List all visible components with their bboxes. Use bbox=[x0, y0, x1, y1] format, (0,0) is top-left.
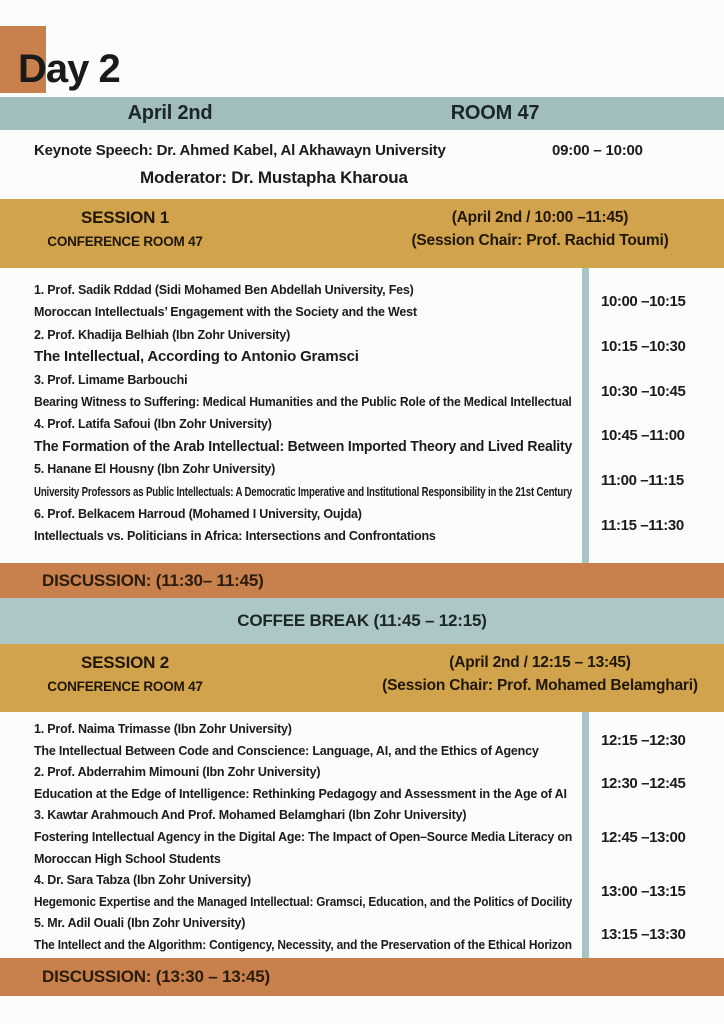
session1-body bbox=[0, 268, 724, 563]
talk-speaker: 5. Hanane El Housny (Ibn Zohr University) bbox=[34, 462, 276, 477]
talk-row bbox=[0, 503, 724, 548]
talk-title: The Intellect and the Algorithm: Contigency, Necessity, and the Preservation of the Ethical Horizon bbox=[34, 937, 572, 952]
date-room-bar bbox=[0, 97, 724, 130]
talk-row bbox=[0, 913, 724, 956]
session1-name: SESSION 1 bbox=[81, 208, 169, 227]
keynote-block bbox=[0, 133, 724, 199]
talk-row bbox=[0, 458, 724, 503]
coffee-break-label: COFFEE BREAK (11:45 – 12:15) bbox=[237, 611, 487, 630]
session2-discussion-bar bbox=[0, 958, 724, 996]
talk-title: Moroccan Intellectuals’ Engagement with the Society and the West bbox=[34, 305, 417, 320]
session1-right-block bbox=[360, 199, 720, 250]
talk-info bbox=[0, 324, 582, 369]
session2-discussion-label: DISCUSSION: (13:30 – 13:45) bbox=[42, 967, 270, 986]
talk-time: 10:15 –10:30 bbox=[601, 337, 686, 355]
talk-speaker: 3. Kawtar Arahmouch And Prof. Mohamed Belamghari (Ibn Zohr University) bbox=[34, 808, 467, 823]
talk-info bbox=[0, 458, 582, 503]
talk-title: The Intellectual Between Code and Conscience: Language, AI, and the Ethics of Agency bbox=[34, 743, 539, 758]
talk-time: 13:00 –13:15 bbox=[601, 883, 686, 901]
talk-info bbox=[0, 805, 582, 870]
talk-time: 11:00 –11:15 bbox=[601, 472, 684, 490]
talk-time: 10:00 –10:15 bbox=[601, 292, 686, 310]
time-column-divider bbox=[582, 712, 589, 958]
session1-discussion-bar bbox=[0, 563, 724, 598]
talk-title: The Formation of the Arab Intellectual: Between Imported Theory and Lived Reality bbox=[34, 437, 573, 455]
talk-speaker: 2. Prof. Abderrahim Mimouni (Ibn Zohr University) bbox=[34, 765, 321, 780]
talk-time: 12:15 –12:30 bbox=[601, 732, 686, 750]
session2-right-block bbox=[360, 644, 720, 695]
talk-title: The Intellectual, According to Antonio Gramsci bbox=[34, 348, 359, 366]
session2-name: SESSION 2 bbox=[81, 653, 169, 672]
talk-row bbox=[0, 279, 724, 324]
talk-speaker: 1. Prof. Sadik Rddad (Sidi Mohamed Ben Abdellah University, Fes) bbox=[34, 283, 414, 297]
talk-title: Intellectuals vs. Politicians in Africa: Intersections and Confrontations bbox=[34, 529, 436, 544]
talk-row bbox=[0, 719, 724, 762]
session2-header-bar bbox=[0, 644, 724, 712]
talk-title: Fostering Intellectual Agency in the Digital Age: The Impact of Open–Source Media Literacy on bbox=[34, 829, 573, 844]
coffee-break-bar bbox=[0, 598, 724, 644]
session1-discussion-label: DISCUSSION: (11:30– 11:45) bbox=[42, 570, 264, 590]
talk-title: University Professors as Public Intellectuals: A Democratic Imperative and Institutional Responsibility in the 21st Century bbox=[34, 484, 572, 499]
session2-room: CONFERENCE ROOM 47 bbox=[47, 679, 203, 694]
session1-room: CONFERENCE ROOM 47 bbox=[47, 234, 203, 249]
talk-time: 10:45 –11:00 bbox=[601, 427, 685, 445]
talk-speaker: 4. Dr. Sara Tabza (Ibn Zohr University) bbox=[34, 873, 252, 888]
session2-left-block bbox=[0, 644, 250, 694]
talk-info bbox=[0, 503, 582, 548]
talk-title: Bearing Witness to Suffering: Medical Humanities and the Public Role of the Medical Intellectual bbox=[34, 395, 572, 410]
talk-title: Education at the Edge of Intelligence: Rethinking Pedagogy and Assessment in the Age of AI bbox=[34, 786, 567, 801]
talk-speaker: 4. Prof. Latifa Safoui (Ibn Zohr University) bbox=[34, 417, 272, 432]
keynote-time: 09:00 – 10:00 bbox=[552, 142, 643, 159]
talk-row bbox=[0, 805, 724, 870]
talk-row bbox=[0, 369, 724, 414]
talk-row bbox=[0, 870, 724, 913]
session1-left-block bbox=[0, 199, 250, 249]
time-column-divider bbox=[582, 268, 589, 563]
session1-talk-list bbox=[0, 268, 724, 563]
talk-speaker: 5. Mr. Adil Ouali (Ibn Zohr University) bbox=[34, 916, 246, 931]
session2-chair: (Session Chair: Prof. Mohamed Belamghari) bbox=[382, 677, 698, 694]
talk-info bbox=[0, 762, 582, 805]
talk-row bbox=[0, 762, 724, 805]
session1-datetime: (April 2nd / 10:00 –11:45) bbox=[451, 209, 629, 226]
session1-chair: (Session Chair: Prof. Rachid Toumi) bbox=[411, 232, 669, 249]
talk-title: Hegemonic Expertise and the Managed Intellectual: Gramsci, Education, and the Politics of Docility bbox=[34, 894, 573, 909]
talk-time: 13:15 –13:30 bbox=[601, 926, 686, 944]
talk-row bbox=[0, 413, 724, 458]
day-title: Day 2 bbox=[18, 47, 120, 91]
keynote-speech: Keynote Speech: Dr. Ahmed Kabel, Al Akhawayn University bbox=[34, 142, 446, 159]
session1-header-bar bbox=[0, 199, 724, 268]
session2-body bbox=[0, 712, 724, 958]
talk-speaker: 1. Prof. Naima Trimasse (Ibn Zohr University) bbox=[34, 722, 292, 736]
talk-speaker: 6. Prof. Belkacem Harroud (Mohamed I University, Oujda) bbox=[34, 507, 362, 522]
session2-datetime: (April 2nd / 12:15 – 13:45) bbox=[449, 654, 631, 671]
talk-time: 12:30 –12:45 bbox=[601, 775, 686, 793]
talk-time: 11:15 –11:30 bbox=[601, 516, 684, 534]
talk-info bbox=[0, 413, 582, 458]
header-date: April 2nd bbox=[127, 102, 213, 124]
talk-info bbox=[0, 369, 582, 414]
talk-info bbox=[0, 719, 582, 762]
talk-time: 12:45 –13:00 bbox=[601, 829, 686, 847]
talk-info bbox=[0, 870, 582, 913]
talk-time: 10:30 –10:45 bbox=[601, 382, 686, 400]
talk-row bbox=[0, 324, 724, 369]
talk-speaker: 3. Prof. Limame Barbouchi bbox=[34, 372, 188, 387]
keynote-moderator: Moderator: Dr. Mustapha Kharoua bbox=[140, 168, 408, 187]
talk-speaker: 2. Prof. Khadija Belhiah (Ibn Zohr University) bbox=[34, 327, 291, 342]
session2-talk-list bbox=[0, 712, 724, 958]
talk-info bbox=[0, 913, 582, 956]
talk-info bbox=[0, 279, 582, 324]
talk-title-line2: Moroccan High School Students bbox=[34, 851, 221, 866]
header-room: ROOM 47 bbox=[450, 102, 540, 124]
